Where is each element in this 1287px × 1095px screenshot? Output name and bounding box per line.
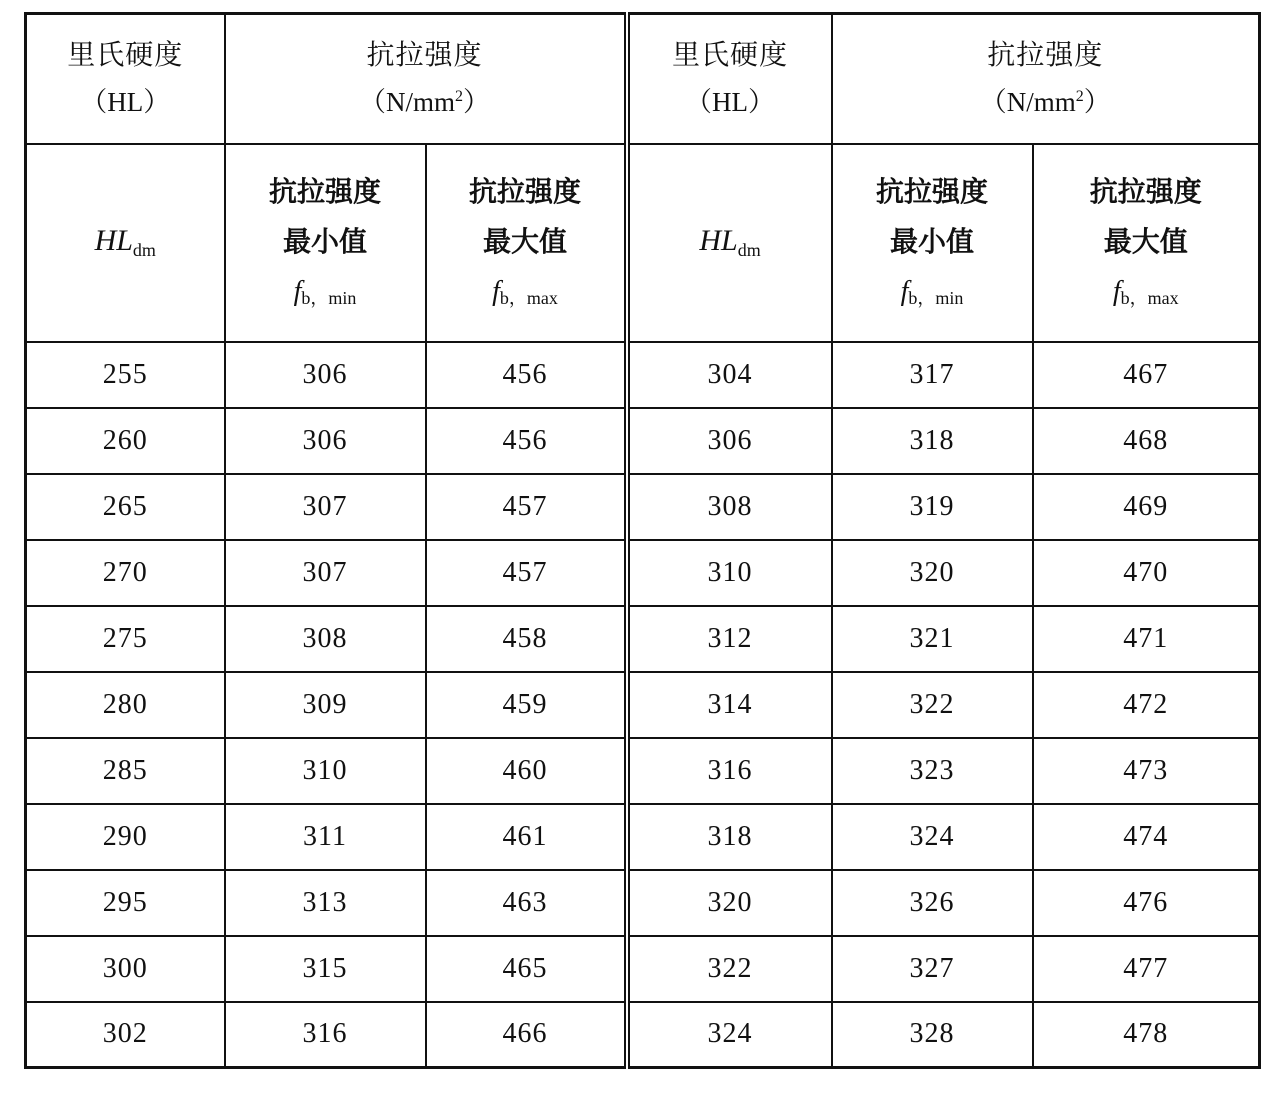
max-strength-cell-left [426,870,627,936]
max-strength-cell-right [1033,474,1260,540]
hardness-header-right [627,14,832,144]
hardness-title: 里氏硬度 [67,38,184,72]
min-strength-cell-left-value: 308 [302,622,348,654]
max-strength-cell-right [1033,672,1260,738]
table-row [26,606,1260,672]
max-strength-cell-left-value: 463 [502,886,548,918]
min-label-line2: 最小值 [282,225,367,258]
max-strength-cell-left-value: 465 [502,952,548,984]
min-strength-cell-right [832,474,1033,540]
max-symbol [1034,278,1259,307]
hardness-cell-left-value: 255 [102,358,148,390]
max-strength-cell-right [1033,936,1260,1002]
min-strength-cell-right-value: 327 [909,952,955,984]
hardness-cell-left [26,342,225,408]
min-strength-cell-left-value: 309 [302,688,348,720]
min-symbol-main: f [293,276,302,307]
hl-symbol [94,224,156,260]
min-strength-cell-right [832,606,1033,672]
min-strength-cell-right [832,870,1033,936]
hardness-cell-right [627,672,832,738]
min-symbol-main: f [900,276,909,307]
max-strength-cell-right-value: 471 [1123,622,1169,654]
max-symbol-main: f [492,276,500,307]
max-label-line1: 抗拉强度 [469,175,582,208]
min-strength-cell-right [832,936,1033,1002]
min-strength-cell-left-value: 313 [302,886,348,918]
hardness-cell-left-value: 265 [102,490,148,522]
hardness-cell-left-value: 270 [102,556,148,588]
hardness-strength-table [24,12,1261,1069]
hl-symbol-main: HL [699,224,738,257]
hardness-cell-right [627,870,832,936]
max-strength-cell-left-value: 456 [502,358,548,390]
table-row [26,408,1260,474]
hardness-cell-left [26,804,225,870]
strength-unit [833,89,1259,116]
min-strength-cell-left [225,804,426,870]
max-strength-cell-right-value: 477 [1123,952,1169,984]
hardness-cell-left-value: 260 [102,424,148,456]
max-strength-cell-left [426,606,627,672]
max-strength-cell-left-value: 459 [502,688,548,720]
min-strength-cell-left-value: 307 [302,490,348,522]
max-strength-cell-left [426,804,627,870]
hl-symbol-cell-right [627,144,832,342]
hardness-cell-right [627,804,832,870]
max-strength-cell-right [1033,1002,1260,1068]
min-strength-cell-right-value: 323 [909,754,955,786]
min-strength-cell-left-value: 306 [302,424,348,456]
max-strength-header-left [426,144,627,342]
strength-header-left [225,14,627,144]
min-strength-cell-right-value: 319 [909,490,955,522]
strength-unit-suffix: ） [1083,87,1111,118]
min-strength-cell-right-value: 328 [909,1018,955,1050]
hardness-title: 里氏硬度 [672,38,789,72]
max-strength-cell-left [426,342,627,408]
max-symbol-sub: b，max [499,288,558,308]
hardness-cell-right [627,540,832,606]
min-strength-cell-left [225,474,426,540]
header-row-top [26,14,1260,144]
max-strength-cell-right-value: 474 [1123,820,1169,852]
table-row [26,672,1260,738]
table-row [26,936,1260,1002]
min-strength-cell-left-value: 311 [303,820,347,852]
min-strength-cell-right-value: 321 [909,622,955,654]
hl-symbol-cell-left [26,144,225,342]
hl-symbol-sub: dm [132,240,156,260]
hl-symbol-sub: dm [737,240,761,260]
strength-unit-sup: 2 [1075,88,1084,106]
min-strength-cell-right-value: 318 [909,424,955,456]
max-strength-header-right [1033,144,1260,342]
min-symbol [226,278,425,307]
hardness-cell-left [26,1002,225,1068]
min-strength-cell-right [832,540,1033,606]
hardness-cell-right-value: 308 [707,490,753,522]
max-strength-cell-right-value: 473 [1123,754,1169,786]
min-strength-cell-right-value: 317 [909,358,955,390]
max-strength-cell-left-value: 457 [502,556,548,588]
hardness-cell-left-value: 275 [102,622,148,654]
table-row [26,1002,1260,1068]
max-strength-cell-left-value: 456 [502,424,548,456]
max-strength-cell-right [1033,738,1260,804]
max-strength-cell-right-value: 469 [1123,490,1169,522]
min-strength-cell-right [832,342,1033,408]
max-strength-cell-right-value: 468 [1123,424,1169,456]
strength-unit-prefix: （N/mm [979,87,1076,118]
min-strength-cell-left [225,738,426,804]
min-strength-cell-left [225,936,426,1002]
max-label-line2: 最大值 [1103,225,1188,258]
min-strength-cell-left [225,1002,426,1068]
max-strength-cell-left [426,474,627,540]
hl-symbol-main: HL [94,224,133,257]
min-label-line1: 抗拉强度 [876,175,989,208]
max-symbol-sub: b，max [1120,288,1179,308]
hardness-unit: （HL） [685,87,776,118]
strength-unit-sup: 2 [455,88,464,106]
max-strength-cell-right-value: 470 [1123,556,1169,588]
min-strength-header-left [225,144,426,342]
header-row-sub [26,144,1260,342]
min-strength-cell-left-value: 310 [302,754,348,786]
min-strength-cell-left [225,606,426,672]
table-row [26,804,1260,870]
min-strength-cell-right-value: 320 [909,556,955,588]
strength-header-right [832,14,1260,144]
max-label-line1: 抗拉强度 [1089,175,1202,208]
min-label-line1: 抗拉强度 [268,175,381,208]
min-label-line2: 最小值 [890,225,975,258]
max-symbol-main: f [1112,276,1121,307]
hardness-strength-table-wrapper [24,12,1258,1064]
hardness-cell-right-value: 312 [707,622,753,654]
hardness-cell-right [627,936,832,1002]
hardness-cell-right-value: 316 [707,754,753,786]
max-strength-cell-right [1033,342,1260,408]
max-strength-cell-left-value: 457 [502,490,548,522]
hardness-unit: （HL） [80,87,171,118]
hardness-cell-left-value: 300 [102,952,148,984]
hardness-cell-left-value: 290 [102,820,148,852]
hardness-cell-right-value: 324 [707,1018,753,1050]
max-strength-cell-left [426,540,627,606]
max-strength-cell-left-value: 458 [502,622,548,654]
min-strength-cell-right-value: 322 [909,688,955,720]
hardness-cell-left [26,540,225,606]
hardness-cell-left [26,606,225,672]
hardness-cell-left-value: 302 [102,1018,148,1050]
max-strength-cell-left [426,936,627,1002]
min-strength-cell-left [225,540,426,606]
hardness-cell-right [627,1002,832,1068]
strength-unit-suffix: ） [463,87,491,118]
hardness-header-left [26,14,225,144]
strength-unit-prefix: （N/mm [359,87,456,118]
strength-title: 抗拉强度 [366,38,483,72]
min-strength-cell-right [832,804,1033,870]
max-strength-cell-left [426,408,627,474]
min-symbol-sub: b，min [908,288,964,308]
min-strength-header-right [832,144,1033,342]
min-strength-cell-left [225,672,426,738]
max-symbol [427,278,624,307]
hardness-cell-left [26,870,225,936]
hardness-cell-right-value: 320 [707,886,753,918]
max-strength-cell-right [1033,540,1260,606]
hardness-cell-left-value: 280 [102,688,148,720]
hardness-cell-right-value: 318 [707,820,753,852]
max-strength-cell-left [426,1002,627,1068]
hardness-cell-right [627,474,832,540]
min-strength-cell-left-value: 306 [302,358,348,390]
table-row [26,540,1260,606]
table-row [26,474,1260,540]
hardness-cell-right [627,342,832,408]
max-strength-cell-right-value: 476 [1123,886,1169,918]
min-strength-cell-left [225,408,426,474]
table-row [26,738,1260,804]
hardness-cell-left [26,408,225,474]
max-strength-cell-left [426,738,627,804]
hardness-cell-left [26,672,225,738]
max-strength-cell-left-value: 460 [502,754,548,786]
strength-unit [226,89,624,116]
hardness-cell-left [26,738,225,804]
hardness-cell-right-value: 310 [707,556,753,588]
max-strength-cell-right-value: 472 [1123,688,1169,720]
min-strength-cell-right-value: 326 [909,886,955,918]
min-strength-cell-right [832,672,1033,738]
hardness-cell-left [26,474,225,540]
min-strength-cell-left-value: 307 [302,556,348,588]
min-strength-cell-left [225,870,426,936]
max-strength-cell-right-value: 467 [1123,358,1169,390]
hardness-cell-right-value: 322 [707,952,753,984]
max-label-line2: 最大值 [483,225,568,258]
min-strength-cell-left-value: 315 [302,952,348,984]
max-strength-cell-right [1033,870,1260,936]
hardness-cell-right-value: 314 [707,688,753,720]
max-strength-cell-right-value: 478 [1123,1018,1169,1050]
strength-title: 抗拉强度 [987,38,1104,72]
hardness-cell-right [627,738,832,804]
hardness-cell-right-value: 306 [707,424,753,456]
min-strength-cell-left-value: 316 [302,1018,348,1050]
min-strength-cell-left [225,342,426,408]
min-strength-cell-right [832,1002,1033,1068]
min-symbol [833,278,1032,307]
max-strength-cell-right [1033,804,1260,870]
hardness-cell-right-value: 304 [707,358,753,390]
hl-symbol [699,224,761,260]
table-row [26,342,1260,408]
hardness-cell-left-value: 295 [102,886,148,918]
max-strength-cell-right [1033,606,1260,672]
hardness-cell-left-value: 285 [102,754,148,786]
table-row [26,870,1260,936]
min-strength-cell-right [832,738,1033,804]
max-strength-cell-right [1033,408,1260,474]
hardness-cell-right [627,408,832,474]
hardness-cell-left [26,936,225,1002]
max-strength-cell-left [426,672,627,738]
min-strength-cell-right-value: 324 [909,820,955,852]
max-strength-cell-left-value: 461 [502,820,548,852]
min-symbol-sub: b，min [301,288,357,308]
hardness-cell-right [627,606,832,672]
min-strength-cell-right [832,408,1033,474]
max-strength-cell-left-value: 466 [502,1018,548,1050]
